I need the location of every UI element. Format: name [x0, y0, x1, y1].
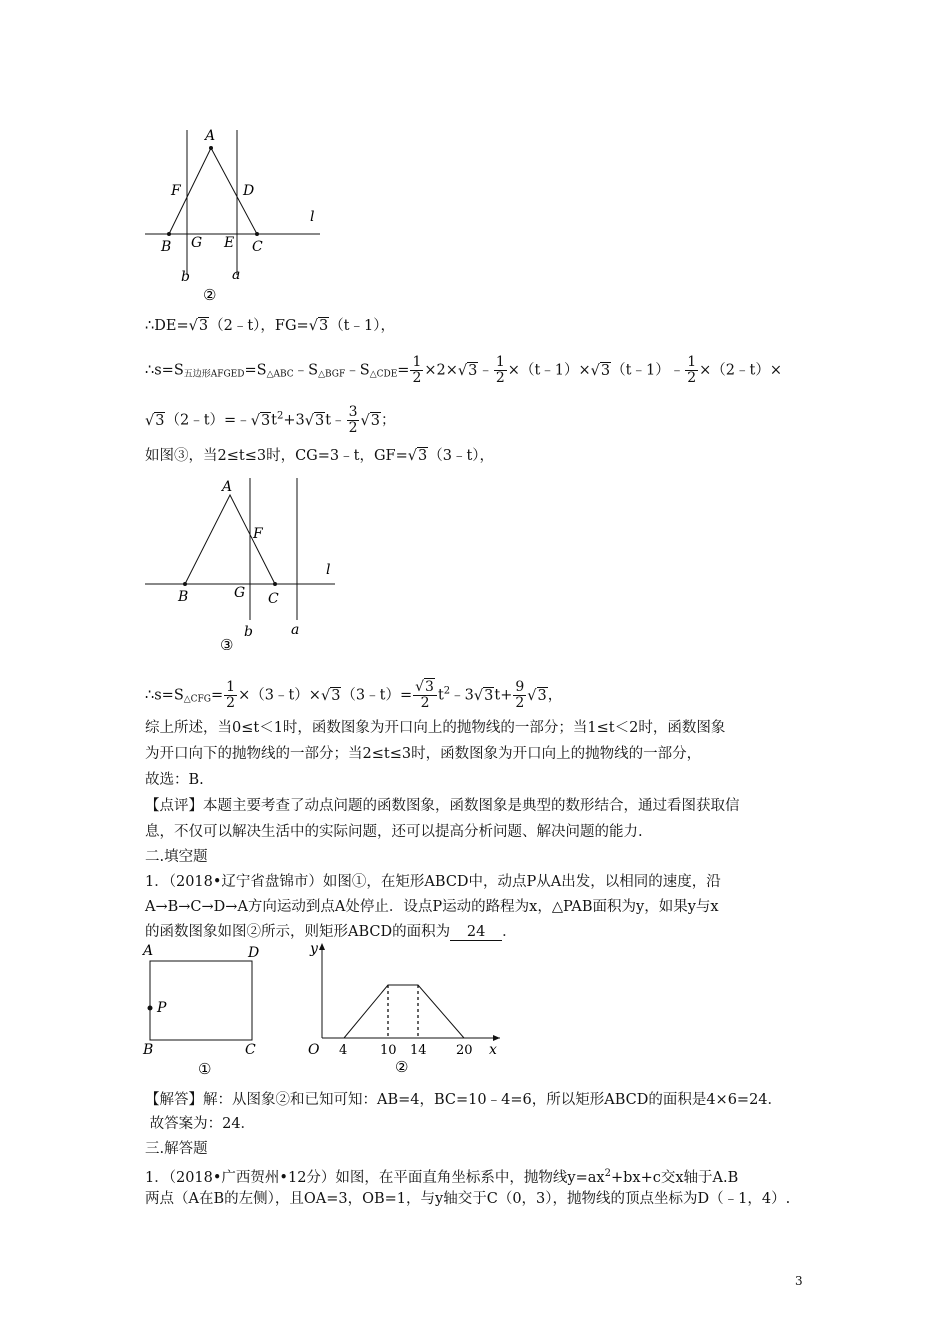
svg-text:4: 4 — [339, 1043, 348, 1058]
label-f: F — [253, 526, 263, 542]
label-g: G — [234, 585, 246, 601]
text-fig3-intro: 如图③，当2≤t≤3时，CG=3﹣t，GF=√3（3﹣t）， — [145, 448, 495, 464]
label-line-b: b — [181, 269, 190, 285]
svg-text:D: D — [248, 945, 260, 961]
figure-rectangle — [140, 940, 270, 1075]
label-c: C — [268, 591, 279, 607]
review-line-1: 【点评】本题主要考查了动点问题的函数图象，函数图象是典型的数形结合，通过看图获取信 — [145, 798, 740, 814]
figure-2 — [140, 125, 340, 305]
label-g: G — [191, 235, 203, 251]
solution-line-2: 故答案为：24． — [145, 1116, 256, 1132]
label-line-a: a — [291, 622, 300, 638]
svg-text:10: 10 — [380, 1043, 397, 1058]
label-f: F — [171, 183, 181, 199]
label-b: B — [178, 589, 189, 605]
figure-2-caption: ② — [203, 286, 217, 304]
point-p — [148, 1006, 153, 1011]
summary-line-3: 故选：B. — [145, 772, 204, 788]
svg-text:O: O — [308, 1042, 320, 1058]
svg-text:14: 14 — [410, 1043, 427, 1058]
solution-line-1: 【解答】解：从图象②和已知可知：AB=4，BC=10﹣4=6，所以矩形ABCD的面积是4×6=24． — [145, 1092, 783, 1108]
svg-text:20: 20 — [456, 1043, 473, 1058]
label-b: B — [161, 239, 172, 255]
label-c: C — [252, 239, 263, 255]
label-line-a: a — [232, 267, 241, 283]
question-2-line-1: 1．（2018•广西贺州•12分）如图，在平面直角坐标系中，抛物线$y=ax^2+bx+c$交x轴于A.B — [145, 1168, 739, 1186]
figure-3-caption: ③ — [220, 636, 234, 650]
label-d: D — [243, 183, 255, 199]
equation-area-result: $√3(2﹣t)=﹣√3t^2+3√3t﹣$ $\frac{3}{2}$ √3； — [145, 404, 396, 436]
section-3-title: 三.解答题 — [145, 1141, 208, 1157]
summary-line-1: 综上所述，当0≤t＜1时，函数图象为开口向上的抛物线的一部分；当1≤t＜2时，函数图象 — [145, 720, 726, 736]
graph-line — [344, 985, 464, 1038]
equation-area-cfg: $\therefore s=S_{\triangle CFG}=$ $\frac{1}{2}$ ×（3﹣t）×√3（3﹣t）= $\frac{√3}{2}$ $t^2﹣3√3t+$ $\frac{9}{2}$ √3， — [145, 679, 563, 711]
question-1-line-2: A→B→C→D→A方向运动到点A处停止．设点P运动的路程为x，△PAB面积为y，如果y与x — [145, 899, 719, 915]
equation-de-fg: ∴DE=√3（2﹣t），FG=√3（t﹣1）， — [145, 318, 395, 334]
svg-text:B: B — [143, 1042, 154, 1058]
svg-text:y: y — [310, 941, 318, 957]
question-2-line-2: 两点（A在B的左侧），且OA=3，OB=1，与y轴交于C（0，3），抛物线的顶点坐标为D（﹣1，4）. — [145, 1191, 791, 1207]
label-line-l: l — [310, 209, 315, 225]
svg-text:A: A — [143, 943, 154, 959]
question-1-line-3: 的函数图象如图②所示，则矩形ABCD的面积为 24 ． — [145, 924, 517, 940]
label-e: E — [224, 235, 235, 251]
svg-text:C: C — [245, 1042, 256, 1058]
review-line-2: 息，不仅可以解决生活中的实际问题，还可以提高分析问题、解决问题的能力. — [145, 824, 643, 840]
figure-3 — [140, 470, 350, 650]
question-1-line-1: 1．（2018•辽宁省盘锦市）如图①，在矩形ABCD中，动点P从A出发，以相同的速度，沿 — [145, 874, 721, 890]
label-line-l: l — [326, 562, 331, 578]
summary-line-2: 为开口向下的抛物线的一部分；当2≤t≤3时，函数图象为开口向上的抛物线的一部分， — [145, 746, 702, 762]
figure-1-caption: ① — [198, 1060, 212, 1075]
svg-text:P: P — [157, 1000, 167, 1016]
label-line-b: b — [244, 624, 253, 640]
label-a: A — [222, 479, 233, 495]
section-2-title: 二.填空题 — [145, 849, 208, 865]
equation-area-pentagon: $\therefore s=S_{五边形AFGED}=S_{\triangle ABC}﹣S_{\triangle BGF}﹣S_{\triangle CDE}=$ $\frac{1}{2}$ ×2×√3﹣ $\frac{1}{2}$ ×（t﹣1）×√3（t﹣1）﹣ $\frac{1}{2}$ ×（2﹣t）× — [145, 354, 782, 386]
page-number: 3 — [795, 1274, 803, 1288]
figure-function-graph — [300, 938, 510, 1080]
label-a: A — [205, 128, 216, 144]
svg-text:x: x — [489, 1042, 497, 1058]
figure-2b-caption: ② — [395, 1058, 409, 1076]
answer-blank: 24 — [450, 924, 502, 941]
